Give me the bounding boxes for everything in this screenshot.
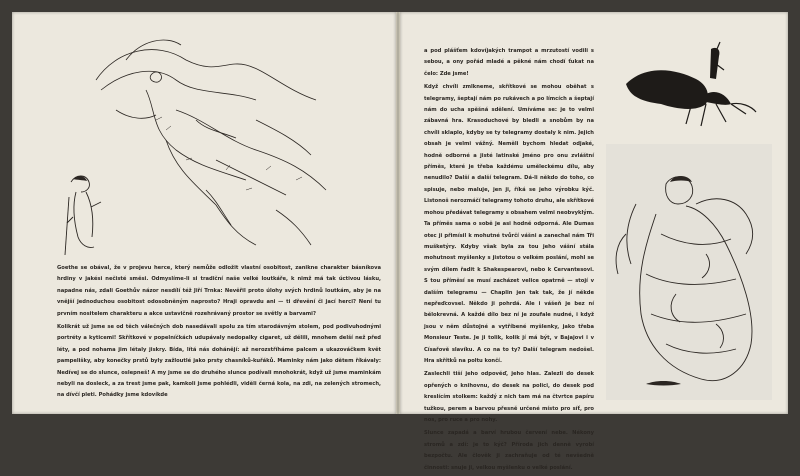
paragraph: Slunce zapadá a barví hrubou červení nebe. Nékony stromů a zdí: je to kýč? Příroda jich denně vyrobí bezpočtu. Ale člověk ji zachraňuje od té nevšedně činnosti: snuje ji, velkou myšlenku o velké poslání. (424, 430, 594, 471)
figure-illustration-panel (606, 144, 772, 400)
right-page (400, 12, 788, 471)
left-page-text (57, 263, 381, 404)
seated-figure-illustration (606, 144, 772, 400)
right-page-text (424, 46, 594, 476)
left-page (12, 12, 396, 414)
paragraph: a pod plášťem kdovíjakých trampot a mrzutostí vodili s sebou, a ony pořád mladé a pěkné nám chodí ťukat na čelo: Zde jsme! (424, 48, 594, 77)
paragraph: Zaslechli tiší jeho odpověď, jeho hlas. Zalezli do desek opřených o knihovnu, do desek na polici, do desek pod kreslícím stolkem: každý z nich tam má na čtvrtce papíru tužkou, perem a barvou přesně určené místo pro síť, pro nos, pro ruce a pro nohy. (424, 371, 594, 423)
paragraph: Když chvíli zmlkneme, skřítkové se mohou oběhat s telegramy, šeptají nám po rukávech a po límcích a šeptají nám do ucha spěšná sdělení. Umíváme se: je to velmi zábavná hra. Krasoduchové by bledli a snobům by na chvíli sklaplo, kdyby se ty telegramy dostaly k nim. Jejich obsah je velmi vážný. Neměli bychom hledat odjaké, hodně odborné a jisté latinské jméno pro onu zvláštní příměs, které je třeba každému uměleckému dílu, aby nenudilo? Další a další telegram. Dá-li někdo do toho, co spisuje, nebo maluje, jen ji, říká se jeho výrobku kýč. Listonoš nerozmáčí telegramy tohoto druhu, ale skřítkové mohou předávat telegramy s obsahem velmi neobvyklým. Ta příměs sama o sobě je asi hodně odporná. Ale Dumas otec ji přimísil k mohutné tvůrčí vášni a zanechal nám Tři mušketýry. Kdyby však byla za tou jeho vášní stála mohutnost myšlenky s jistotou o velkém poslání, mohl se svým dílem řadit k Shakespearovi, nebo k Cervantesovi. S tou příměsí se musí zacházet velice opatrně — stojí v dalším telegramu — Chaplin jen tak tak, že jí někde nepřeďcovsel. Někdo ji pohrdá. Ale i vášeň je bez ní bělokrevná. A každé dílo bez ní je zoufale nudné, i když jsou v něm důstojné a vytříbené myšlenky, jako třeba Monsieur Teste. Je ji tolik, kolik jí má být, v Bajajovi i v Císařově slavíku. A co na to ty? Další telegram nedošel. Hra skřítků na poltu končí. (424, 84, 594, 364)
paragraph: Goethe se obával, že v projevu herce, který nemůže odložit vlastní osobitost, zanikne charakter básníkova hrdiny v jakési nečisté směsi. Odmyslíme-li si tradiční naše velké loutkáře, k nimž má tak úctivou lásku, napadne nás, zdali Goethův názor nesdílí též Jiří Trnka: Nevěřil proto úlohy svých hrdinů loutkám, aby je na vnější jednoduchou osobitost odosobněným naprosto? Hraji opravdu ani — ti dřevění či jací herci? Není tu prvním nositelem charakteru a akce ustavičně rozehrávaný prostor se světly a barvami? (57, 265, 381, 317)
old-woman-illustration (61, 167, 111, 257)
horse-rider-illustration (606, 34, 766, 134)
paragraph: Kolikrát už jsme se od těch válečných dob nasedávali spolu za tím starodávným stolem, pod podivuhodnými portréty a kyticemi! Skřítkové v popelníčkách udupávaly nedopalky cigaret, už dělili, mnohem delší než před léty, a pod nohama jim létaly jiskry. Bída, lítá nás dohánějí: až nerozstříháme palcem a ukazováčkem květ pampelišky, aby konečky prstů byly zažloutlé jako prsty chasníků-kuřáků. Maminky nám jako dětem říkávaly: Nedívej se do slunce, oslepneš! A my jsme se do druhého slunce podívali mnohokrát, když už jsme maminkám nebyli na dosleck, a za trest jsme pak, kamkoli jsme pohlédli, viděli černá kola, na zdi, na zelených stromech, na dívčí pleti. Pohádky jsme kdovíkde (57, 324, 381, 399)
